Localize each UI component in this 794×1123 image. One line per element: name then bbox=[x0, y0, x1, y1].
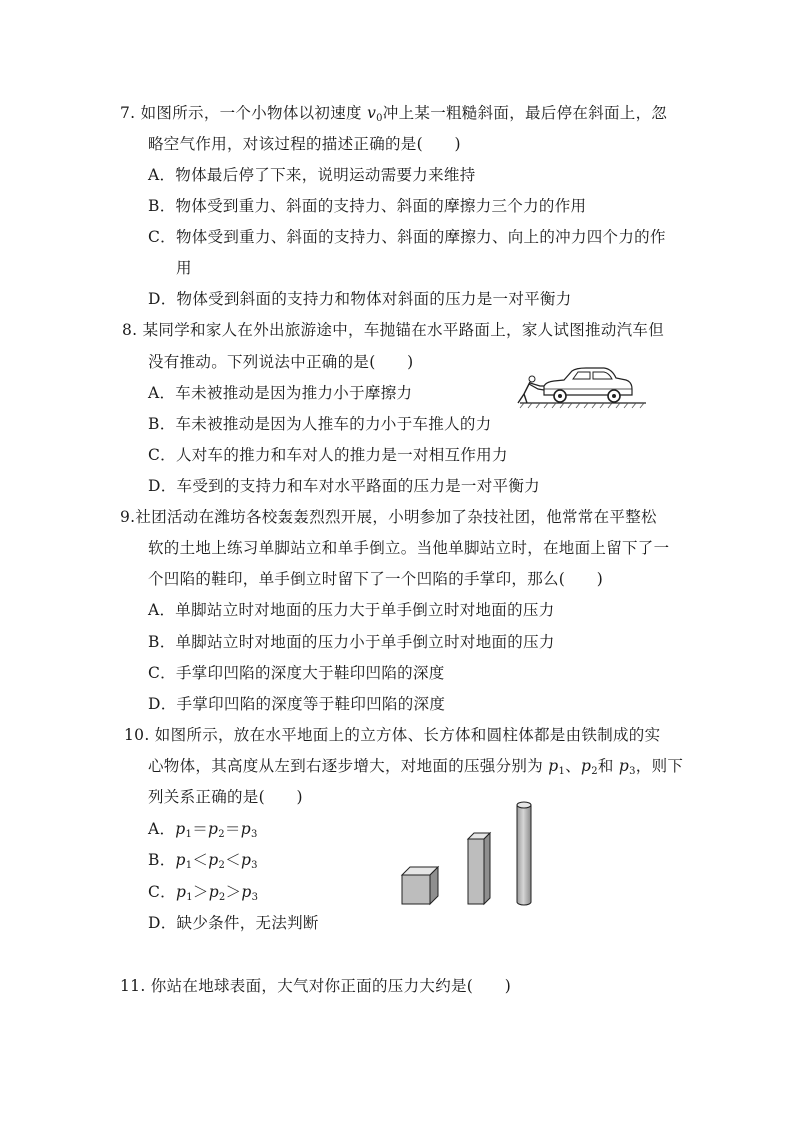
q9-option-c: C．手掌印凹陷的深度大于鞋印凹陷的深度 bbox=[148, 664, 445, 682]
q9-stem-line3: 个凹陷的鞋印，单手倒立时留下了一个凹陷的手掌印，那么( ) bbox=[148, 570, 604, 588]
q10-stem-line3: 列关系正确的是( ) bbox=[148, 788, 303, 806]
q7-stem-line2: 略空气作用，对该过程的描述正确的是( ) bbox=[148, 135, 461, 153]
car-push-figure bbox=[500, 362, 650, 412]
q7-option-a: A．物体最后停了下来，说明运动需要力来维持 bbox=[148, 166, 476, 184]
q10-option-c: C．$p_1>p_2>p_3$ bbox=[148, 883, 259, 903]
q7-option-c-cont: 用 bbox=[176, 259, 192, 277]
q11-stem: 11. 你站在地球表面，大气对你正面的压力大约是( ) bbox=[120, 977, 512, 995]
q8-stem-line1: 8. 某同学和家人在外出旅游途中，车抛锚在水平路面上，家人试图推动汽车但 bbox=[122, 321, 665, 339]
q9-option-b: B．单脚站立时对地面的压力小于单手倒立时对地面的压力 bbox=[148, 633, 555, 651]
q7-option-d: D．物体受到斜面的支持力和物体对斜面的压力是一对平衡力 bbox=[148, 290, 572, 308]
q10-stem-line2: 心物体，其高度从左到右逐步增大，对地面的压强分别为 $p_1$、$p_2$和 $p_3$，则下 bbox=[148, 757, 684, 777]
q9-stem-line1: 9.社团活动在潍坊各校轰轰烈烈开展，小明参加了杂技社团，他常常在平整松 bbox=[120, 508, 657, 526]
q10-stem-line1: 10. 如图所示，放在水平地面上的立方体、长方体和圆柱体都是由铁制成的实 bbox=[124, 726, 661, 744]
q7-option-c: C．物体受到重力、斜面的支持力、斜面的摩擦力、向上的冲力四个力的作 bbox=[148, 228, 666, 246]
q9-option-a: A．单脚站立时对地面的压力大于单手倒立时对地面的压力 bbox=[148, 601, 555, 619]
q8-option-b: B．车未被推动是因为人推车的力小于车推人的力 bbox=[148, 415, 492, 433]
q8-stem-line2: 没有推动。下列说法中正确的是( ) bbox=[148, 353, 414, 371]
solids-figure bbox=[396, 798, 546, 910]
q9-option-d: D．手掌印凹陷的深度等于鞋印凹陷的深度 bbox=[148, 695, 446, 713]
q10-option-a: A．$p_1=p_2=p_3$ bbox=[148, 820, 258, 840]
q9-stem-line2: 软的土地上练习单脚站立和单手倒立。当他单脚站立时，在地面上留下了一 bbox=[148, 539, 670, 557]
q7-option-b: B．物体受到重力、斜面的支持力、斜面的摩擦力三个力的作用 bbox=[148, 197, 587, 215]
q10-option-b: B．$p_1<p_2<p_3$ bbox=[148, 851, 258, 871]
q8-option-d: D．车受到的支持力和车对水平路面的压力是一对平衡力 bbox=[148, 477, 540, 495]
q7-stem-line1: 7. 如图所示，一个小物体以初速度 $v_0$冲上某一粗糙斜面，最后停在斜面上，忽 bbox=[120, 104, 668, 124]
q8-option-c: C．人对车的推力和车对人的推力是一对相互作用力 bbox=[148, 446, 508, 464]
q10-option-d: D．缺少条件，无法判断 bbox=[148, 914, 319, 932]
q8-option-a: A．车未被推动是因为推力小于摩擦力 bbox=[148, 384, 413, 402]
